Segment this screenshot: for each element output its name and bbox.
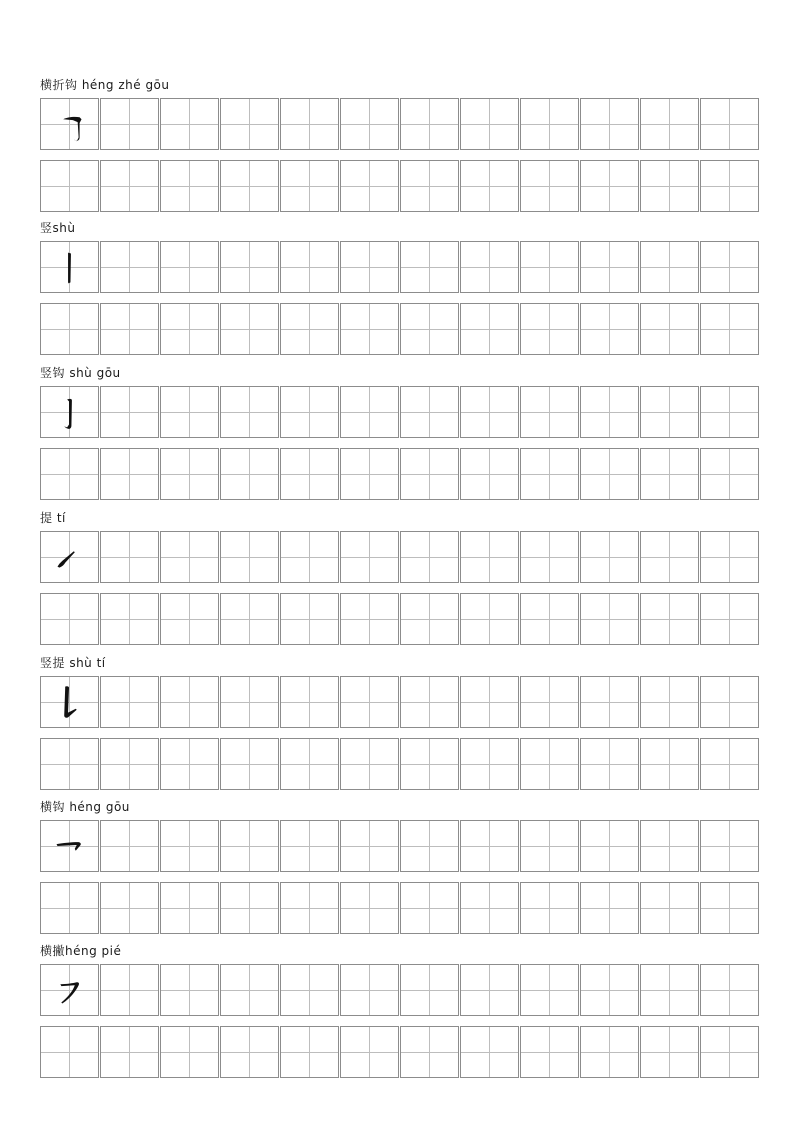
tianzige-cell — [400, 98, 459, 150]
tianzige-cell — [100, 820, 159, 872]
tianzige-cell — [280, 531, 339, 583]
tianzige-cell — [700, 1026, 759, 1078]
tianzige-cell — [160, 964, 219, 1016]
tianzige-cell — [280, 241, 339, 293]
tianzige-cell — [520, 160, 579, 212]
tianzige-cell — [640, 593, 699, 645]
tianzige-cell — [640, 386, 699, 438]
tianzige-cell — [280, 820, 339, 872]
tianzige-cell — [40, 882, 99, 934]
tianzige-cell — [160, 676, 219, 728]
tianzige-cell — [100, 386, 159, 438]
tianzige-cell — [280, 386, 339, 438]
tianzige-cell — [520, 882, 579, 934]
tianzige-cell — [580, 160, 639, 212]
tianzige-cell — [460, 593, 519, 645]
tianzige-cell — [160, 160, 219, 212]
tianzige-cell — [220, 386, 279, 438]
tianzige-cell — [640, 98, 699, 150]
tianzige-cell — [700, 593, 759, 645]
tianzige-cell — [400, 303, 459, 355]
practice-row-heng-gou-2 — [40, 882, 760, 934]
section-label-heng-zhe-gou: 横折钩 héng zhé gōu — [40, 78, 170, 92]
tianzige-cell — [40, 386, 99, 438]
tianzige-cell — [400, 241, 459, 293]
section-label-shu-ti: 竖提 shù tí — [40, 656, 106, 670]
tianzige-cell — [520, 531, 579, 583]
tianzige-cell — [460, 98, 519, 150]
tianzige-cell — [700, 964, 759, 1016]
tianzige-cell — [640, 882, 699, 934]
tianzige-cell — [40, 303, 99, 355]
tianzige-cell — [280, 882, 339, 934]
shu-ti-stroke — [41, 677, 98, 727]
tianzige-cell — [580, 964, 639, 1016]
tianzige-cell — [280, 448, 339, 500]
tianzige-cell — [40, 593, 99, 645]
tianzige-cell — [40, 676, 99, 728]
tianzige-cell — [340, 820, 399, 872]
tianzige-cell — [580, 386, 639, 438]
practice-row-ti-2 — [40, 593, 760, 645]
tianzige-cell — [460, 448, 519, 500]
tianzige-cell — [220, 676, 279, 728]
tianzige-cell — [340, 160, 399, 212]
tianzige-cell — [640, 531, 699, 583]
tianzige-cell — [580, 98, 639, 150]
heng-pie-stroke — [41, 965, 98, 1015]
tianzige-cell — [580, 448, 639, 500]
tianzige-cell — [400, 531, 459, 583]
tianzige-cell — [460, 531, 519, 583]
tianzige-cell — [340, 964, 399, 1016]
tianzige-cell — [700, 448, 759, 500]
tianzige-cell — [160, 241, 219, 293]
tianzige-cell — [520, 738, 579, 790]
tianzige-cell — [160, 303, 219, 355]
tianzige-cell — [220, 160, 279, 212]
practice-row-heng-pie-2 — [40, 1026, 760, 1078]
tianzige-cell — [520, 676, 579, 728]
tianzige-cell — [340, 386, 399, 438]
tianzige-cell — [640, 241, 699, 293]
tianzige-cell — [100, 882, 159, 934]
tianzige-cell — [640, 303, 699, 355]
tianzige-cell — [460, 303, 519, 355]
tianzige-cell — [160, 531, 219, 583]
tianzige-cell — [340, 738, 399, 790]
tianzige-cell — [160, 386, 219, 438]
tianzige-cell — [400, 160, 459, 212]
tianzige-cell — [340, 882, 399, 934]
tianzige-cell — [40, 241, 99, 293]
tianzige-cell — [640, 1026, 699, 1078]
practice-row-shu-1 — [40, 241, 760, 293]
tianzige-cell — [100, 448, 159, 500]
tianzige-cell — [580, 1026, 639, 1078]
tianzige-cell — [220, 593, 279, 645]
tianzige-cell — [100, 160, 159, 212]
tianzige-cell — [100, 1026, 159, 1078]
tianzige-cell — [460, 964, 519, 1016]
tianzige-cell — [520, 448, 579, 500]
tianzige-cell — [220, 964, 279, 1016]
tianzige-cell — [40, 1026, 99, 1078]
tianzige-cell — [40, 98, 99, 150]
tianzige-cell — [40, 964, 99, 1016]
tianzige-cell — [460, 676, 519, 728]
tianzige-cell — [700, 241, 759, 293]
section-label-shu: 竖shù — [40, 221, 76, 235]
tianzige-cell — [460, 241, 519, 293]
tianzige-cell — [580, 820, 639, 872]
tianzige-cell — [100, 241, 159, 293]
tianzige-cell — [100, 738, 159, 790]
tianzige-cell — [400, 1026, 459, 1078]
practice-row-heng-gou-1 — [40, 820, 760, 872]
tianzige-cell — [160, 820, 219, 872]
tianzige-cell — [160, 738, 219, 790]
tianzige-cell — [340, 98, 399, 150]
tianzige-cell — [640, 676, 699, 728]
tianzige-cell — [280, 303, 339, 355]
tianzige-cell — [700, 882, 759, 934]
shu-stroke — [41, 242, 98, 292]
practice-row-shu-gou-2 — [40, 448, 760, 500]
tianzige-cell — [400, 882, 459, 934]
tianzige-cell — [520, 964, 579, 1016]
tianzige-cell — [580, 882, 639, 934]
tianzige-cell — [460, 160, 519, 212]
tianzige-cell — [280, 676, 339, 728]
tianzige-cell — [580, 241, 639, 293]
tianzige-cell — [40, 820, 99, 872]
tianzige-cell — [460, 820, 519, 872]
tianzige-cell — [580, 738, 639, 790]
shu-gou-stroke — [41, 387, 98, 437]
tianzige-cell — [160, 882, 219, 934]
practice-row-shu-ti-2 — [40, 738, 760, 790]
tianzige-cell — [520, 1026, 579, 1078]
tianzige-cell — [400, 820, 459, 872]
tianzige-cell — [580, 676, 639, 728]
tianzige-cell — [700, 676, 759, 728]
tianzige-cell — [400, 593, 459, 645]
tianzige-cell — [700, 386, 759, 438]
practice-row-ti-1 — [40, 531, 760, 583]
tianzige-cell — [400, 676, 459, 728]
tianzige-cell — [160, 593, 219, 645]
tianzige-cell — [40, 531, 99, 583]
tianzige-cell — [100, 531, 159, 583]
tianzige-cell — [220, 1026, 279, 1078]
tianzige-cell — [340, 1026, 399, 1078]
practice-row-shu-gou-1 — [40, 386, 760, 438]
heng-zhe-gou-stroke — [41, 99, 98, 149]
tianzige-cell — [280, 964, 339, 1016]
tianzige-cell — [220, 531, 279, 583]
practice-row-shu-2 — [40, 303, 760, 355]
tianzige-cell — [640, 448, 699, 500]
tianzige-cell — [700, 98, 759, 150]
tianzige-cell — [520, 98, 579, 150]
tianzige-cell — [400, 386, 459, 438]
tianzige-cell — [340, 676, 399, 728]
tianzige-cell — [40, 738, 99, 790]
tianzige-cell — [700, 303, 759, 355]
tianzige-cell — [280, 593, 339, 645]
ti-stroke — [41, 532, 98, 582]
tianzige-cell — [400, 738, 459, 790]
tianzige-cell — [520, 241, 579, 293]
tianzige-cell — [640, 738, 699, 790]
tianzige-cell — [220, 448, 279, 500]
tianzige-cell — [160, 1026, 219, 1078]
section-label-ti: 提 tí — [40, 511, 66, 525]
tianzige-cell — [460, 1026, 519, 1078]
tianzige-cell — [400, 448, 459, 500]
tianzige-cell — [400, 964, 459, 1016]
tianzige-cell — [220, 98, 279, 150]
tianzige-cell — [340, 303, 399, 355]
tianzige-cell — [220, 303, 279, 355]
tianzige-cell — [100, 964, 159, 1016]
tianzige-cell — [220, 820, 279, 872]
section-label-shu-gou: 竖钩 shù gōu — [40, 366, 121, 380]
tianzige-cell — [520, 820, 579, 872]
tianzige-cell — [520, 593, 579, 645]
tianzige-cell — [340, 531, 399, 583]
section-label-heng-gou: 横钩 héng gōu — [40, 800, 130, 814]
tianzige-cell — [460, 882, 519, 934]
tianzige-cell — [340, 241, 399, 293]
tianzige-cell — [100, 676, 159, 728]
tianzige-cell — [220, 738, 279, 790]
tianzige-cell — [160, 98, 219, 150]
tianzige-cell — [280, 738, 339, 790]
tianzige-cell — [220, 241, 279, 293]
practice-row-heng-zhe-gou-2 — [40, 160, 760, 212]
tianzige-cell — [640, 964, 699, 1016]
tianzige-cell — [340, 448, 399, 500]
tianzige-cell — [280, 98, 339, 150]
tianzige-cell — [100, 593, 159, 645]
practice-row-heng-pie-1 — [40, 964, 760, 1016]
tianzige-cell — [700, 531, 759, 583]
tianzige-cell — [100, 303, 159, 355]
practice-row-heng-zhe-gou-1 — [40, 98, 760, 150]
tianzige-cell — [700, 160, 759, 212]
tianzige-cell — [220, 882, 279, 934]
tianzige-cell — [280, 160, 339, 212]
tianzige-cell — [40, 160, 99, 212]
tianzige-cell — [520, 303, 579, 355]
tianzige-cell — [520, 386, 579, 438]
tianzige-cell — [160, 448, 219, 500]
tianzige-cell — [700, 820, 759, 872]
heng-gou-stroke — [41, 821, 98, 871]
tianzige-cell — [640, 820, 699, 872]
tianzige-cell — [580, 593, 639, 645]
tianzige-cell — [40, 448, 99, 500]
tianzige-cell — [460, 738, 519, 790]
tianzige-cell — [100, 98, 159, 150]
tianzige-cell — [340, 593, 399, 645]
tianzige-cell — [280, 1026, 339, 1078]
tianzige-cell — [460, 386, 519, 438]
tianzige-cell — [580, 531, 639, 583]
tianzige-cell — [640, 160, 699, 212]
tianzige-cell — [700, 738, 759, 790]
practice-row-shu-ti-1 — [40, 676, 760, 728]
section-label-heng-pie: 横撇héng pié — [40, 944, 122, 958]
tianzige-cell — [580, 303, 639, 355]
